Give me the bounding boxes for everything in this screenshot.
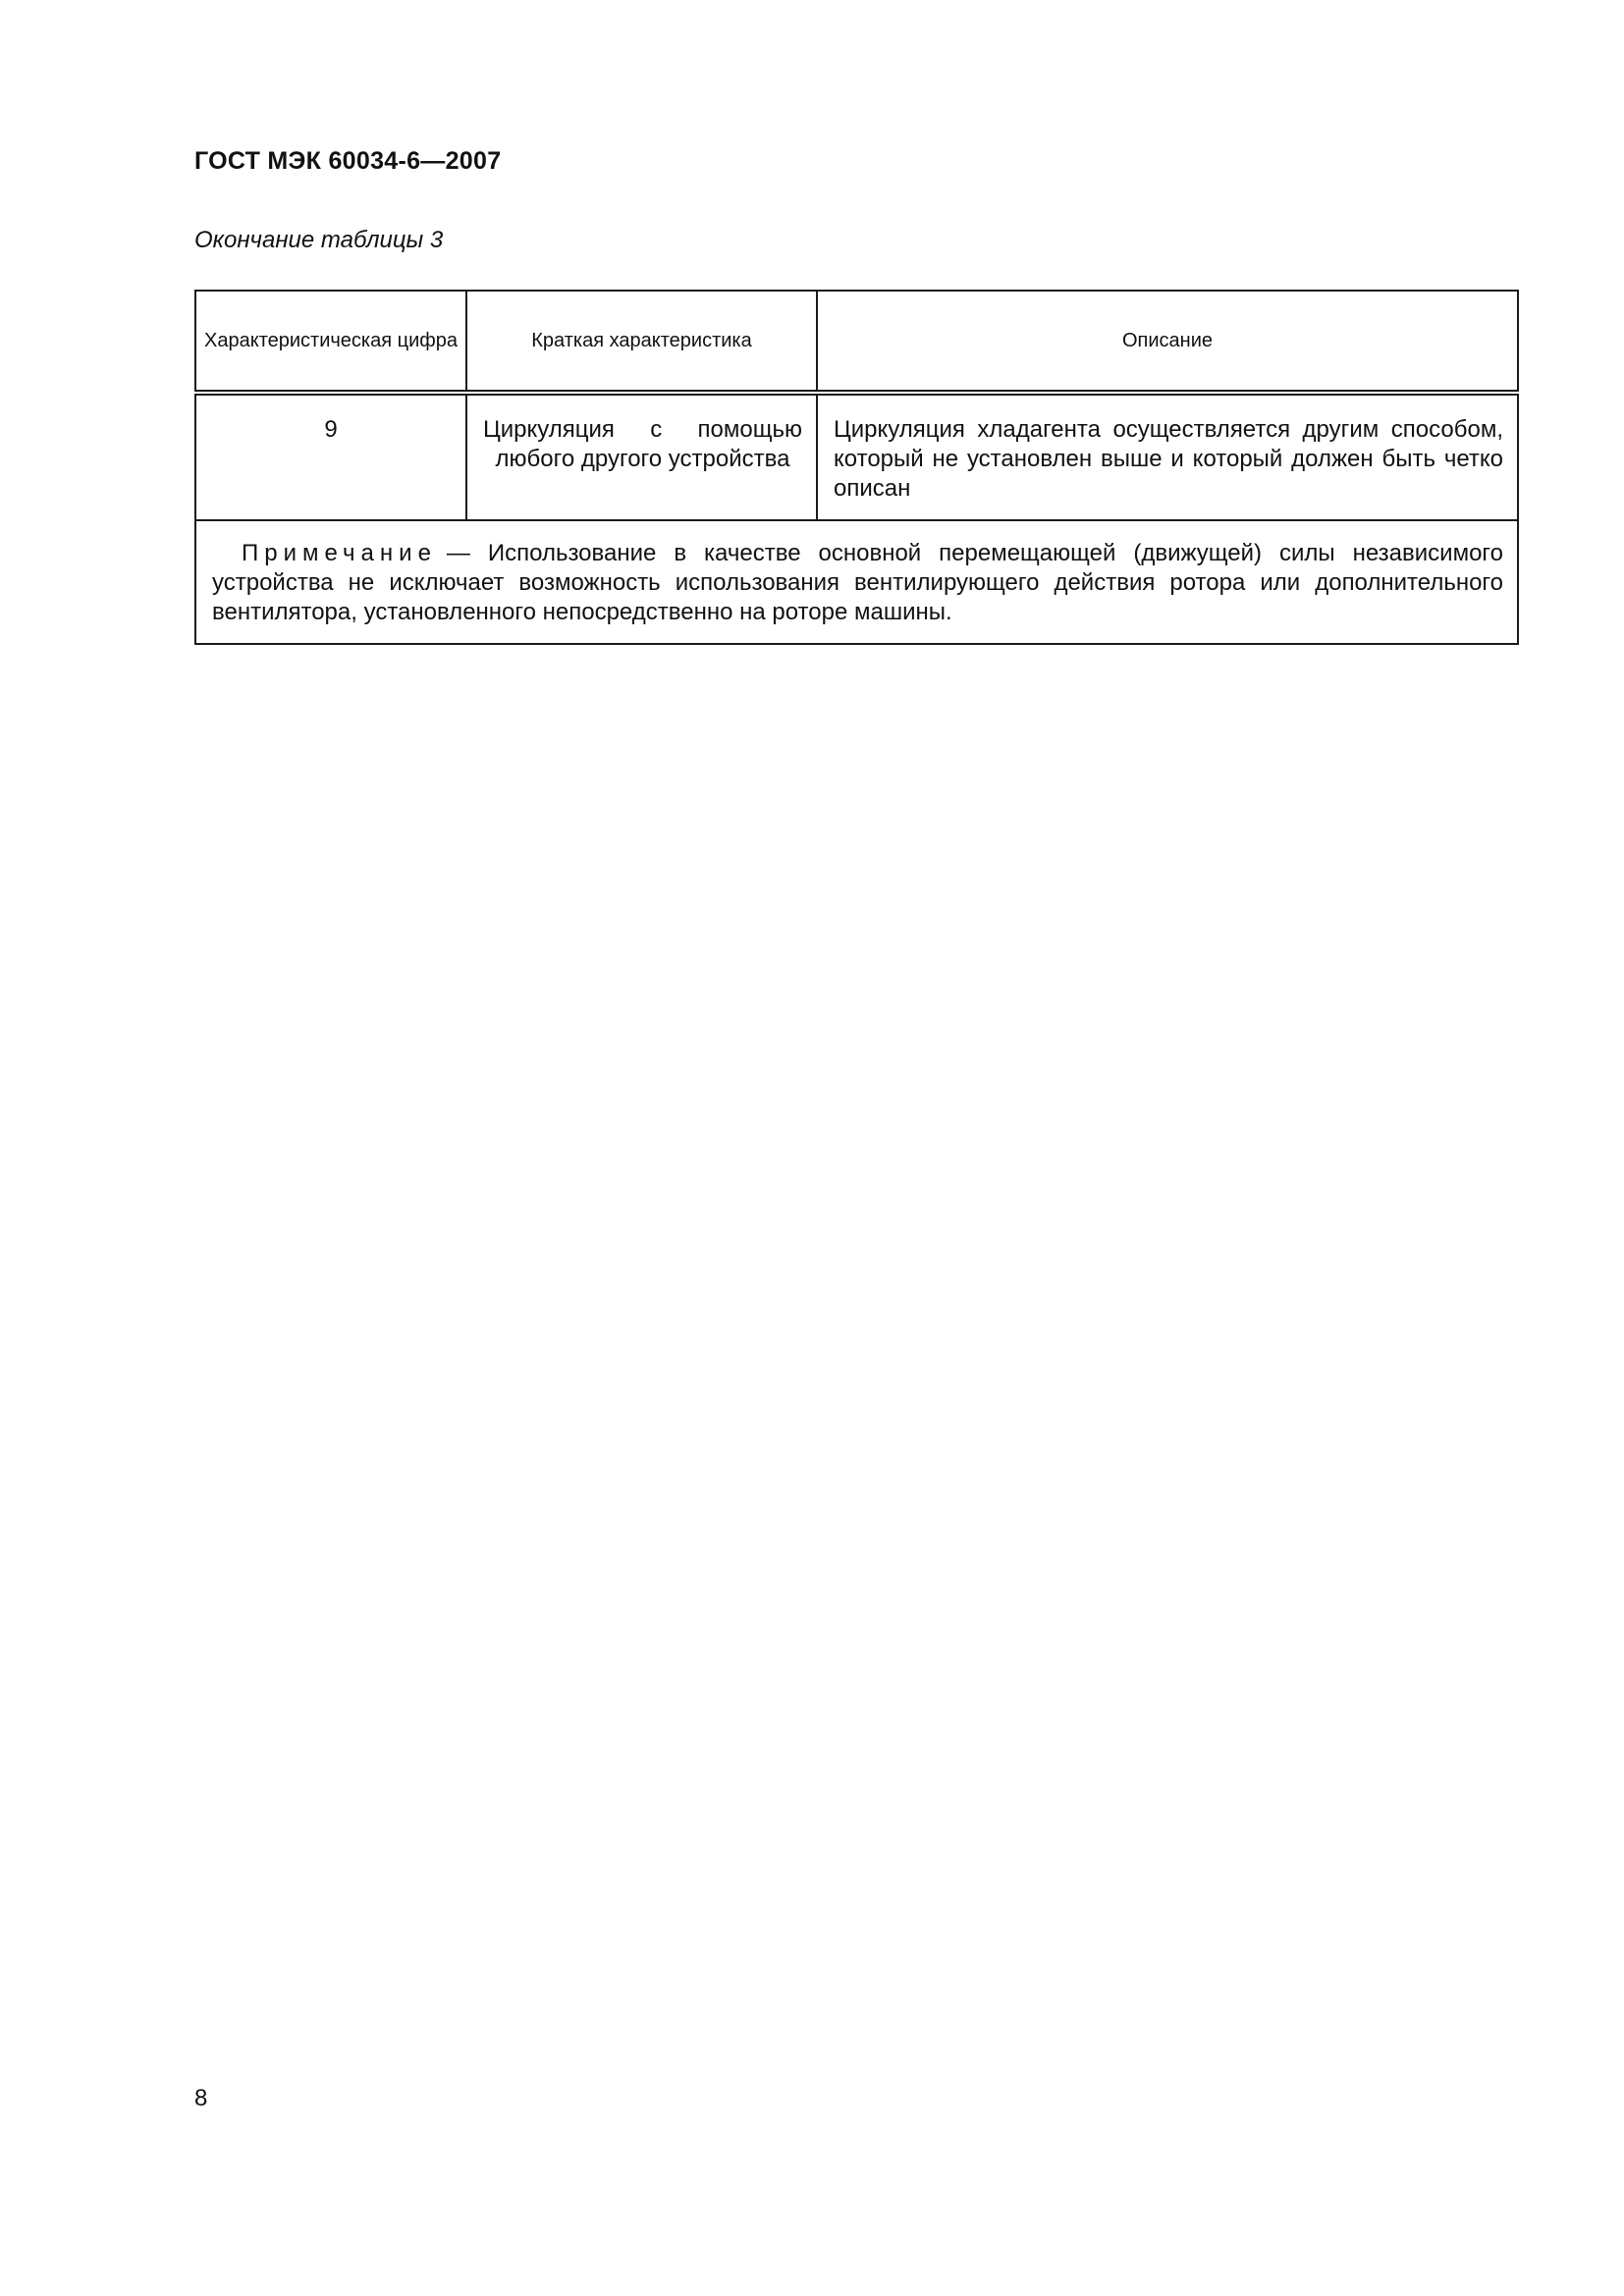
document-header: ГОСТ МЭК 60034-6—2007	[194, 147, 502, 175]
note-text: — Использование в качестве основной перемещающей (движущей) силы независимого устройства не исключает возможность использования вентилирующего действия ротора или дополнительного вентилятора, установленного непосредственно на роторе машины.	[212, 540, 1503, 625]
cell-digit: 9	[195, 393, 466, 520]
page-number: 8	[194, 2085, 208, 2111]
column-header-short: Краткая характеристика	[466, 291, 817, 393]
table-row	[195, 393, 1518, 520]
table-caption: Окончание таблицы 3	[194, 227, 444, 253]
column-header-digit: Характеристическая цифра	[195, 291, 466, 393]
cell-short: Циркуляция с помощью любого другого устройства	[466, 393, 817, 520]
table-note-row	[195, 520, 1518, 644]
note-label: Примечание	[242, 540, 437, 566]
cell-description: Циркуляция хладагента осуществляется другим способом, который не установлен выше и который должен быть четко описан	[817, 393, 1518, 520]
column-header-description: Описание	[817, 291, 1518, 393]
table-note	[195, 520, 1518, 644]
table-header-row	[195, 291, 1518, 393]
characteristics-table	[194, 290, 1519, 645]
